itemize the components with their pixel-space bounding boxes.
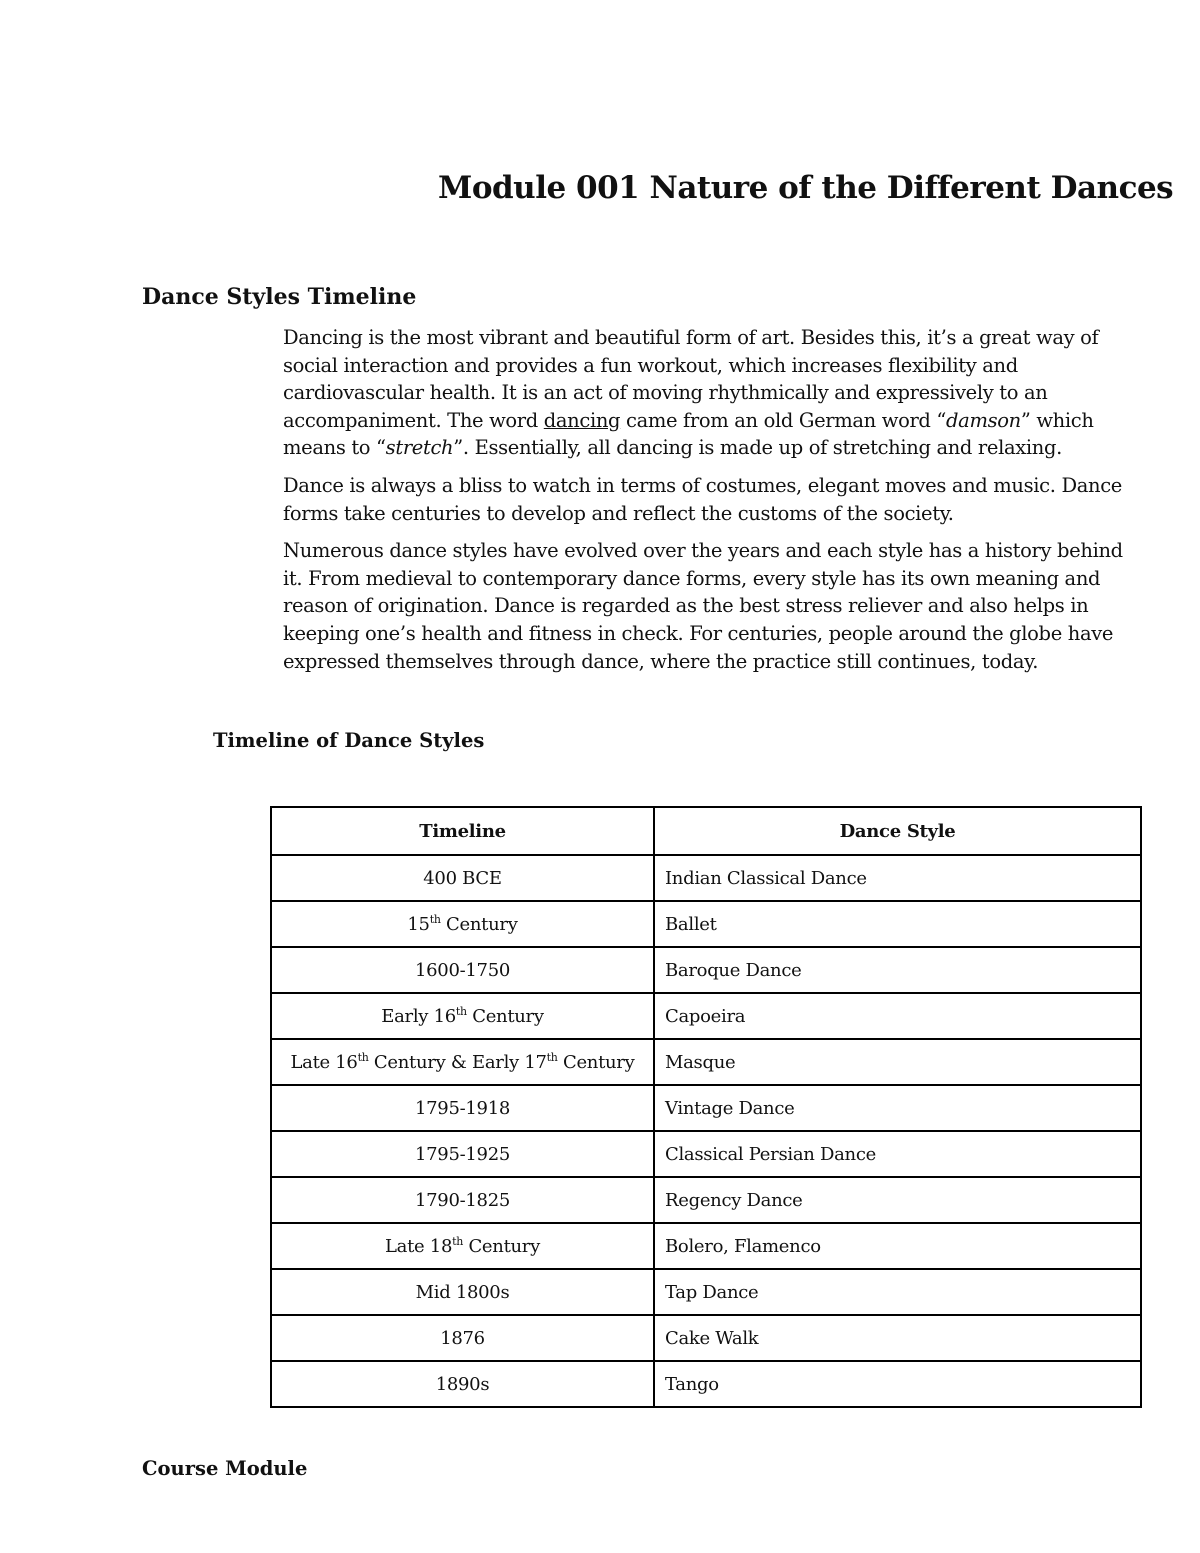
timeline-text: Century [440,914,518,935]
table-row [271,901,1141,947]
dance-style-cell: Bolero, Flamenco [654,1223,1141,1269]
paragraph-2: Dance is always a bliss to watch in terms of costumes, elegant moves and music. Dance forms take centuries to develop and reflect the customs of the society. [283,473,1122,525]
damson-word: damson [946,408,1021,432]
paragraph-1-text-b: came from an old German word “ [620,408,947,432]
section-heading: Dance Styles Timeline [142,284,417,310]
paragraph-1-text-c: ” which means to “ [283,408,1094,460]
dance-style-cell: Tap Dance [654,1269,1141,1315]
timeline-cell: 1876 [271,1315,654,1361]
timeline-text: Early 16 [381,1006,456,1027]
timeline-cell: 400 BCE [271,855,654,901]
table-row [271,1039,1141,1085]
ordinal-suffix: th [546,1051,558,1064]
timeline-cell: 1790-1825 [271,1177,654,1223]
ordinal-suffix: th [357,1051,369,1064]
dance-style-cell: Vintage Dance [654,1085,1141,1131]
dancing-word: dancing [543,408,621,432]
table-body [271,855,1141,1407]
paragraph-3: Numerous dance styles have evolved over the years and each style has a history behind it. From medieval to contemporary dance forms, every style has its own meaning and reason of origination. Dance is regarded as the best stress reliever and also helps in keeping one’s health and fitness in check. For centuries, people around the globe have expressed themselves through dance, where the practice still continues, today. [283,539,1123,673]
timeline-cell: 1795-1925 [271,1131,654,1177]
timeline-cell: Mid 1800s [271,1269,654,1315]
timeline-cell [271,1039,654,1085]
dance-style-cell: Regency Dance [654,1177,1141,1223]
ordinal-suffix: th [429,913,441,926]
timeline-cell: 1890s [271,1361,654,1407]
table-row [271,1131,1141,1177]
dance-style-cell: Indian Classical Dance [654,855,1141,901]
timeline-text: Late 18 [385,1236,453,1257]
timeline-text: Century [463,1236,540,1257]
timeline-cell: 1600-1750 [271,947,654,993]
timeline-text: Century [557,1052,635,1073]
ordinal-suffix: th [452,1235,464,1248]
header-timeline: Timeline [271,807,654,855]
timeline-cell: 1795-1918 [271,1085,654,1131]
paragraph-1-text-a: Dancing is the most vibrant and beautiful form of art. Besides this, it’s a great way of social interaction and provides a fun workout, which increases flexibility and cardiovascular health. It is an act of moving rhythmically and expressively to an accompaniment. The word [283,326,1099,432]
paragraph-1 [283,324,1143,462]
timeline-cell [271,901,654,947]
body-text [283,324,1143,685]
paragraph-1-text-d: ”. Essentially, all dancing is made up of stretching and relaxing. [453,436,1062,460]
table-row [271,1269,1141,1315]
table-row [271,855,1141,901]
footer-course-module: Course Module [142,1457,308,1480]
timeline-cell [271,1223,654,1269]
timeline-cell [271,993,654,1039]
dance-style-cell: Capoeira [654,993,1141,1039]
dance-style-cell: Baroque Dance [654,947,1141,993]
table-row [271,1085,1141,1131]
ordinal-suffix: th [455,1005,467,1018]
table-row [271,1361,1141,1407]
header-dance-style: Dance Style [654,807,1141,855]
dance-style-cell: Masque [654,1039,1141,1085]
dance-style-cell: Classical Persian Dance [654,1131,1141,1177]
timeline-text: 15 [407,914,430,935]
table-row [271,947,1141,993]
dance-style-cell: Ballet [654,901,1141,947]
table-header-row [271,807,1141,855]
dance-timeline-table [270,806,1142,1408]
table-row [271,993,1141,1039]
dance-style-cell: Tango [654,1361,1141,1407]
table-row [271,1223,1141,1269]
timeline-text: Late 16 [290,1052,358,1073]
table-heading: Timeline of Dance Styles [213,729,485,752]
timeline-text: Century & Early 17 [368,1052,547,1073]
page-title: Module 001 Nature of the Different Dances [438,170,1174,206]
table-row [271,1315,1141,1361]
table-row [271,1177,1141,1223]
timeline-text: Century [466,1006,544,1027]
dance-style-cell: Cake Walk [654,1315,1141,1361]
stretch-word: stretch [385,436,454,460]
